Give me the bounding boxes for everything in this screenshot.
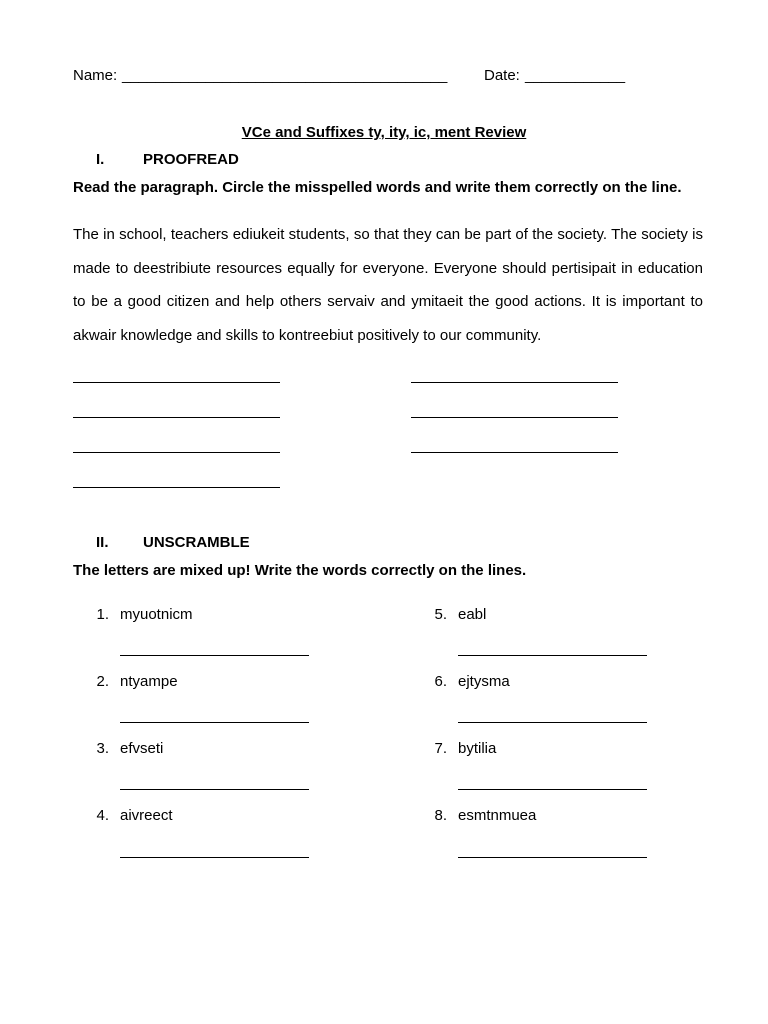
unscramble-line[interactable] <box>120 722 309 723</box>
section-1-heading: PROOFREAD <box>143 151 239 168</box>
answer-line-3[interactable] <box>73 417 280 418</box>
section-1-number: I. <box>96 151 105 168</box>
unscramble-line[interactable] <box>458 789 647 790</box>
scrambled-word: aivreect <box>120 807 173 824</box>
scrambled-word: ejtysma <box>458 673 510 690</box>
scrambled-word: ntyampe <box>120 673 178 690</box>
answer-line-7[interactable] <box>73 487 280 488</box>
worksheet-title: VCe and Suffixes ty, ity, ic, ment Review <box>241 124 527 141</box>
item-number: 3. <box>96 740 109 757</box>
item-number: 5. <box>434 606 447 623</box>
item-number: 4. <box>96 807 109 824</box>
scrambled-word: myuotnicm <box>120 606 193 623</box>
proofread-paragraph: The in school, teachers ediukeit students, so that they can be part of the society. The society is made to deestribiute resources equally for everyone. Everyone should pertisipait in education to be a good citizen and help others servaiv and ymitaeit the good actions. It is important to akwair knowledge and skills to kontreebiut positively to our community. <box>73 226 703 344</box>
answer-line-4[interactable] <box>411 417 618 418</box>
scrambled-word: esmtnmuea <box>458 807 537 824</box>
section-2-number: II. <box>96 534 109 551</box>
answer-line-2[interactable] <box>411 382 618 383</box>
section-2-instruction: The letters are mixed up! Write the words correctly on the lines. <box>73 562 527 579</box>
answer-line-1[interactable] <box>73 382 280 383</box>
date-label: Date: <box>484 67 520 84</box>
unscramble-line[interactable] <box>458 857 647 858</box>
unscramble-line[interactable] <box>458 722 647 723</box>
answer-line-5[interactable] <box>73 452 280 453</box>
scrambled-word: eabl <box>458 606 487 623</box>
section-1-instruction: Read the paragraph. Circle the misspelled words and write them correctly on the line. <box>73 179 682 196</box>
unscramble-line[interactable] <box>458 655 647 656</box>
unscramble-line[interactable] <box>120 789 309 790</box>
item-number: 1. <box>96 606 109 623</box>
item-number: 2. <box>96 673 109 690</box>
unscramble-line[interactable] <box>120 655 309 656</box>
scrambled-word: bytilia <box>458 740 497 757</box>
name-label: Name: <box>73 67 118 84</box>
section-2-heading: UNSCRAMBLE <box>143 534 250 551</box>
unscramble-line[interactable] <box>120 857 309 858</box>
date-blank[interactable]: ____________ <box>525 67 626 84</box>
item-number: 8. <box>434 807 447 824</box>
name-blank[interactable]: _______________________________________ <box>122 67 448 84</box>
item-number: 7. <box>434 740 447 757</box>
scrambled-word: efvseti <box>120 740 164 757</box>
item-number: 6. <box>434 673 447 690</box>
answer-line-6[interactable] <box>411 452 618 453</box>
